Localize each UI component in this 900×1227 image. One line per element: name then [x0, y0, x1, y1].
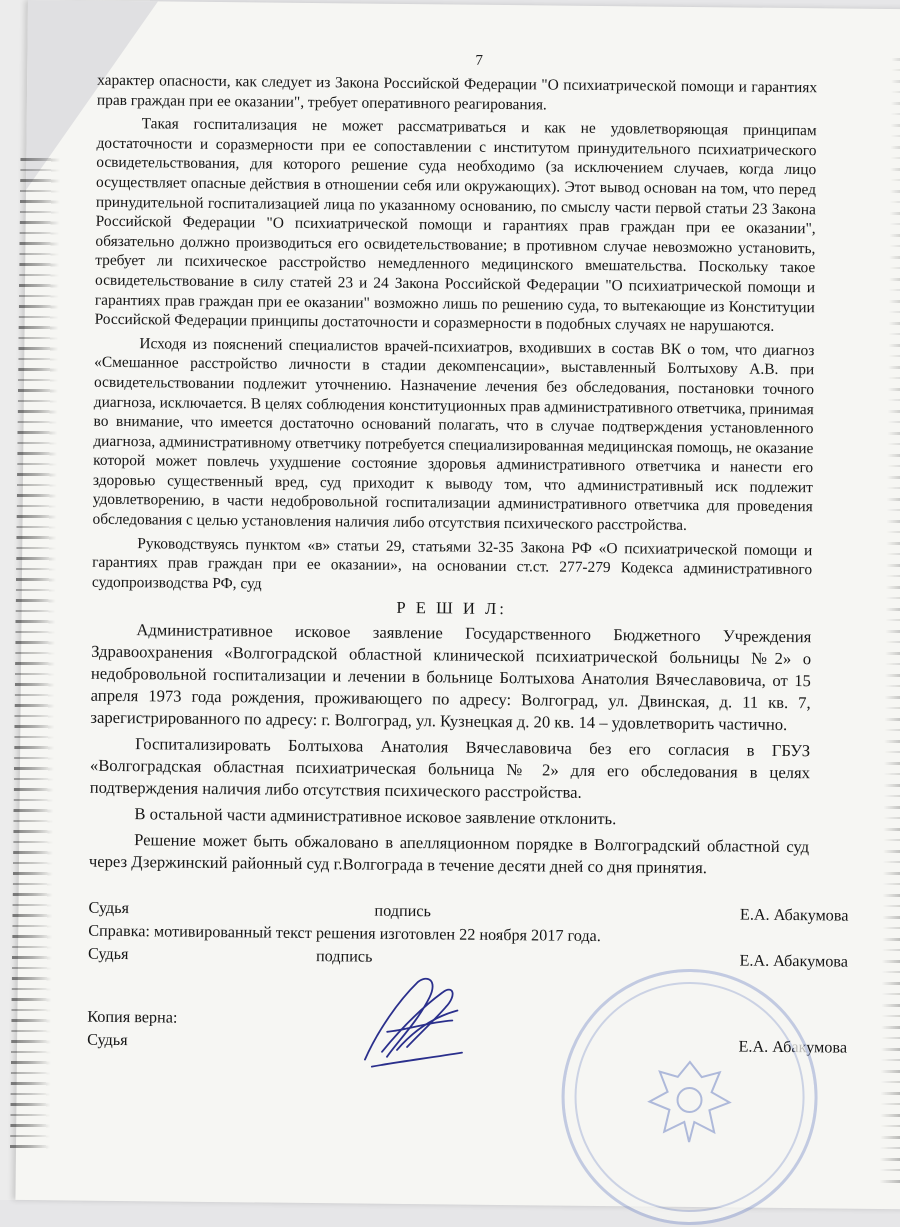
- page-number: 7: [475, 52, 483, 69]
- decision-paragraph: Решение может быть обжаловано в апелляционном порядке в Волгоградский областной суд через Дзержинский районный суд г.Волгограда в течение десяти дней со дня принятия.: [88, 830, 810, 878]
- paragraph: Руководствуясь пунктом «в» статьи 29, статьями 32-35 Закона РФ «О психиатрической помощи и гарантиях прав граждан при ее оказании», на основании ст.ст. 277-279 Кодекса административного судопроизводства РФ, суд: [91, 534, 813, 593]
- decision-paragraph: Госпитализировать Болтыхова Анатолия Вячеславовича без его согласия в ГБУЗ «Волгоградская областная психиатрическая больница № 2» для его обследования в целях подтверждения наличия либо отсутствия психического расстройства.: [89, 734, 811, 803]
- handwritten-signature: [357, 972, 468, 1073]
- paragraph: Такая госпитализация не может рассматриваться и как не удовлетворяющая принципам достаточности и соразмерности при ее сопоставлении с институтом принудительного психиатрического освидетельствования, для которого решение суда необходимо (за исключением случаев, когда лицо осуществляет опасные действия в отношении себя или окружающих). Этот вывод основан на том, что перед принудительной госпитализацией лица по указанному основанию, по смыслу части первой статьи 23 Закона Российской Федерации "О психиатрической помощи и гарантиях прав граждан при ее оказании", обязательно должно производиться его освидетельствование; в противном случае невозможно установить, требует ли психическое расстройство немедленного медицинского вмешательства. Поскольку такое освидетельствование в силу статей 23 и 24 Закона Российской Федерации "О психиатрической помощи и гарантиях прав граждан при ее оказании" возможно лишь по решению суда, то вытекающие из Конституции Российской Федерации принципы достаточности и соразмерности в подобных случаях не нарушаются.: [94, 115, 817, 335]
- judge-name: Е.А. Абакумова: [739, 905, 849, 925]
- paragraph: Исходя из пояснений специалистов врачей-психиатров, входивших в состав ВК о том, что диагноз «Смешанное расстройство личности в стадии декомпенсации», выставленный Болтыхову А.В. при освидетельствовании подлежит уточнению. Назначение лечения без обследования, постановки точного диагноза, исключается. В целях соблюдения конституционных прав административного ответчика, принимая во внимание, что имеется достаточно оснований полагать, что в случае подтверждения установленного диагноза, административному ответчику потребуется специализированная медицинская помощь, не оказание которой может повлечь ухудшение состояние здоровья административного ответчика и нанести его здоровью существенный вред, суд приходит к выводу том, что административный иск подлежит удовлетворению, в части недобровольной госпитализации административного ответчика для проведения обследования с целью установления наличия либо отсутствия психического расстройства.: [92, 334, 815, 534]
- judge-label: Судья: [87, 1030, 128, 1050]
- official-stamp: [560, 968, 819, 1227]
- scan-edge-right: [880, 49, 900, 1189]
- copy-certified-label: Копия верна:: [87, 1007, 178, 1027]
- judge-label: Судья: [88, 898, 130, 918]
- eagle-emblem-icon: [629, 1041, 750, 1162]
- decision-paragraph: В остальной части административное исковое заявление отклонить.: [134, 804, 617, 829]
- document-page: [15, 0, 900, 1209]
- decision-paragraph: Административное исковое заявление Государственного Бюджетного Учреждения Здравоохранения «Волгоградской областной клинической психиатрической больницы №2» о недобровольной госпитализации и лечении в больнице Болтыхова Анатолия Вячеславовича, от 15 апреля 1973 года рождения, проживающего по адресу: Волгоград, ул. Двинская, д. 11 кв. 7, зарегистрированного по адресу: г. Волгоград, ул. Кузнецкая д. 20 кв. 14 – удовлетворить частично.: [90, 620, 812, 735]
- reference-note: Справка: мотивированный текст решения изготовлен 22 ноября 2017 года.: [88, 921, 601, 946]
- judge-name: Е.А. Абакумова: [739, 951, 849, 971]
- judge-name: Е.А. Абакумова: [738, 1037, 848, 1057]
- paragraph-continuation: характер опасности, как следует из Закона Российской Федерации "О психиатрической помощи и гарантиях прав граждан при ее оказании", требует оперативного реагирования.: [96, 71, 818, 114]
- body-text: [89, 71, 817, 881]
- judge-label: Судья: [87, 944, 129, 964]
- signature-placeholder: подпись: [374, 901, 431, 921]
- decision-heading: Р Е Ш И Л:: [396, 598, 508, 619]
- signature-placeholder: подпись: [315, 947, 373, 966]
